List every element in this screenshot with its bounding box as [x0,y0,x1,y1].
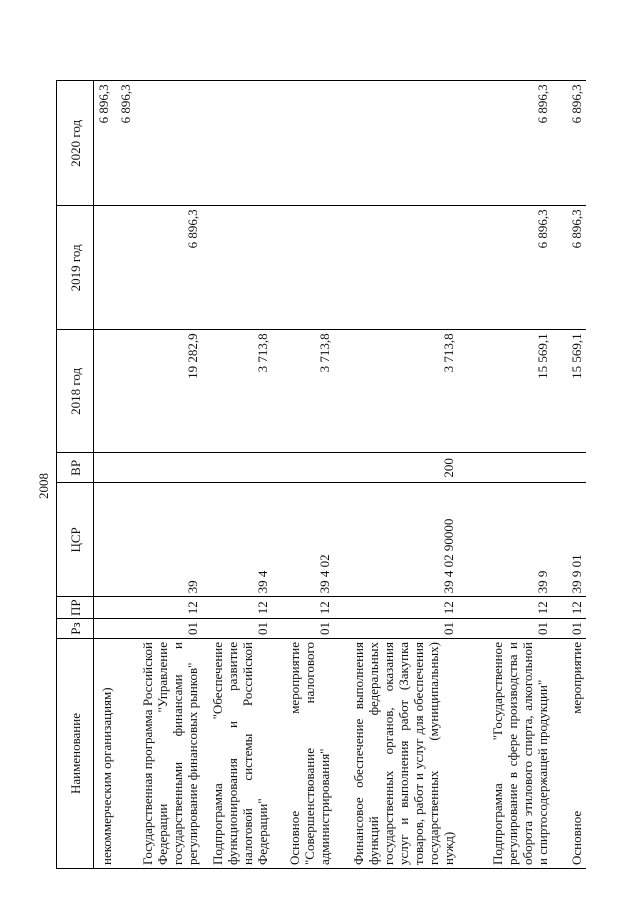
row-rz: 01 [552,619,586,639]
row-name: Основное мероприятие [552,639,586,869]
row-pr: 12 [334,597,458,619]
table-row [272,81,334,869]
row-vr [202,453,272,483]
table-row [552,81,586,869]
row-2018: 19 282,9 [116,330,202,453]
row-2019: 6 896,3 [552,206,586,330]
row-csr [94,483,116,597]
budget-table [56,80,586,869]
table-header-row [57,81,94,869]
row-vr [552,453,586,483]
row-2018: 3 713,8 [272,330,334,453]
row-2020 [202,81,272,206]
row-2019 [334,206,458,330]
page-number: 2008 [36,473,51,499]
row-rz: 01 [272,619,334,639]
row-name: некоммерческим организациям) [94,639,116,869]
table-row [116,81,202,869]
row-name: Государственная программа Российской Федерации "Управление государственными финансами и регулирование финансовых рынков" [116,639,202,869]
row-vr: 200 [334,453,458,483]
row-2020: 6 896,3 [458,81,552,206]
row-rz: 01 [116,619,202,639]
row-2019: 6 896,3 [458,206,552,330]
row-2019 [272,206,334,330]
row-name: Основное мероприятие "Совершенствование налогового администрирования" [272,639,334,869]
row-vr [116,453,202,483]
rotated-page [56,68,596,869]
row-rz: 01 [334,619,458,639]
row-name: Финансовое обеспечение выполнения функций федеральных государственных органов, оказания услуг и выполнения работ (Закупка товаров, работ и услуг для обеспечения государственных (муниципальных) нужд) [334,639,458,869]
table-row [458,81,552,869]
row-name: Подпрограмма "Государственное регулирование в сфере производства и оборота этилового спирта, алкогольной и спиртосодержащей продукции" [458,639,552,869]
row-2020: 6 896,3 [552,81,586,206]
row-csr: 39 9 [458,483,552,597]
row-2018: 15 569,1 [458,330,552,453]
row-2020 [272,81,334,206]
header-csr: ЦСР [57,483,94,597]
row-2020 [334,81,458,206]
table-row [94,81,116,869]
row-csr: 39 [116,483,202,597]
header-vr: ВР [57,453,94,483]
row-csr: 39 9 01 [552,483,586,597]
row-2018: 3 713,8 [334,330,458,453]
header-name: Наименование [57,639,94,869]
header-2019: 2019 год [57,206,94,330]
row-csr: 39 4 02 [272,483,334,597]
row-rz: 01 [458,619,552,639]
row-2018: 15 569,1 [552,330,586,453]
row-2018: 3 713,8 [202,330,272,453]
row-rz [94,619,116,639]
row-2020: 6 896,3 [94,81,116,206]
header-2020: 2020 год [57,81,94,206]
row-2019 [94,206,116,330]
header-pr: ПР [57,597,94,619]
row-2019: 6 896,3 [116,206,202,330]
header-rz: Рз [57,619,94,639]
row-pr: 12 [202,597,272,619]
row-rz: 01 [202,619,272,639]
row-csr: 39 4 02 90000 [334,483,458,597]
row-pr [94,597,116,619]
row-pr: 12 [552,597,586,619]
row-pr: 12 [458,597,552,619]
row-pr: 12 [272,597,334,619]
header-2018: 2018 год [57,330,94,453]
row-vr [458,453,552,483]
row-vr [94,453,116,483]
table-row [334,81,458,869]
row-2020: 6 896,3 [116,81,202,206]
row-vr [272,453,334,483]
row-2018 [94,330,116,453]
row-name: Подпрограмма "Обеспечение функционирования и развитие налоговой системы Российской Федерации" [202,639,272,869]
row-pr: 12 [116,597,202,619]
table-row [202,81,272,869]
row-csr: 39 4 [202,483,272,597]
row-2019 [202,206,272,330]
